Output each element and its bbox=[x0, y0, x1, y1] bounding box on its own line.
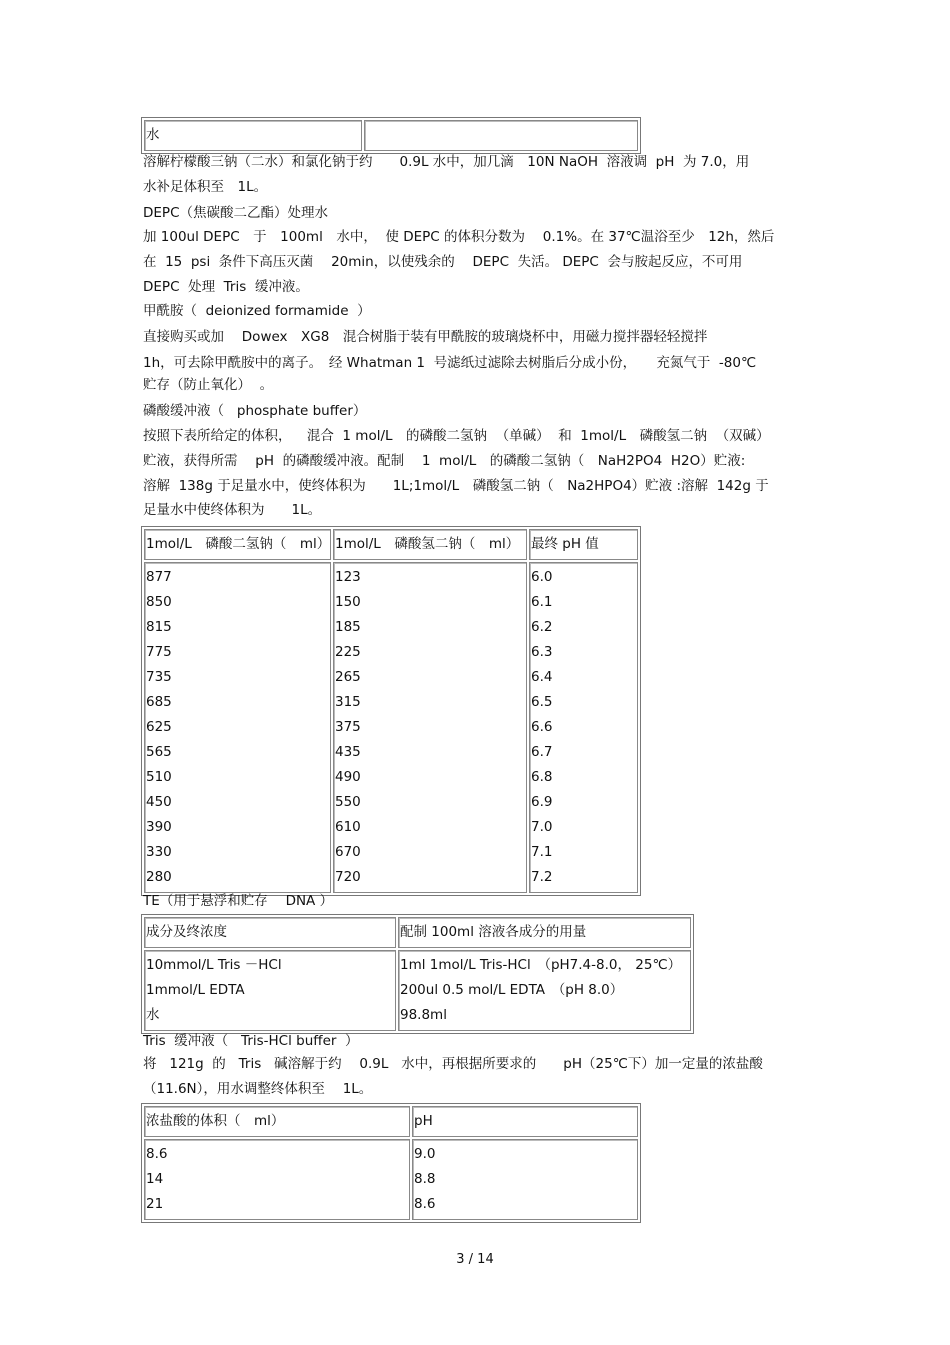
list-item: 6.3 bbox=[531, 644, 553, 660]
list-item: 200ul 0.5 mol/L EDTA （pH 8.0） bbox=[400, 982, 624, 998]
list-item: 375 bbox=[335, 719, 361, 735]
list-item: 670 bbox=[335, 844, 361, 860]
citrate-text-2: 水补足体积至 1L。 bbox=[143, 179, 268, 195]
phosphate-table bbox=[141, 526, 641, 896]
phos-col-3 bbox=[529, 562, 638, 893]
list-item: 850 bbox=[146, 594, 172, 610]
list-item: 水 bbox=[146, 1007, 160, 1023]
list-item: 685 bbox=[146, 694, 172, 710]
citrate-text-1: 溶解柠檬酸三钠（二水）和氯化钠于约 0.9L 水中，加几滴 10N NaOH 溶液调 pH 为 7.0，用 bbox=[143, 154, 750, 170]
list-item: 565 bbox=[146, 744, 172, 760]
depc-text-3: DEPC 处理 Tris 缓冲液。 bbox=[143, 279, 309, 295]
list-item: 8.8 bbox=[414, 1171, 436, 1187]
phosphate-text-4: 足量水中使终体积为 1L。 bbox=[143, 502, 322, 518]
page-number: 3 / 14 bbox=[456, 1252, 494, 1267]
formamide-heading: 甲酰胺（ deionized formamide ） bbox=[143, 303, 371, 319]
phos-header-1: 1mol/L 磷酸二氢钠（ ml） bbox=[144, 529, 331, 560]
phos-header-2: 1mol/L 磷酸氢二钠（ ml） bbox=[333, 529, 527, 560]
list-item: 7.0 bbox=[531, 819, 553, 835]
list-item: 6.2 bbox=[531, 619, 553, 635]
te-header-1: 成分及终浓度 bbox=[144, 917, 396, 948]
list-item: 123 bbox=[335, 569, 361, 585]
list-item: 720 bbox=[335, 869, 361, 885]
list-item: 150 bbox=[335, 594, 361, 610]
tris-col-1 bbox=[144, 1139, 410, 1220]
list-item: 435 bbox=[335, 744, 361, 760]
list-item: 390 bbox=[146, 819, 172, 835]
depc-text-2: 在 15 psi 条件下高压灭菌 20min，以使残余的 DEPC 失活。 DEPC 会与胺起反应，不可用 bbox=[143, 254, 743, 270]
empty-cell bbox=[364, 120, 638, 151]
tris-header-1: 浓盐酸的体积（ ml） bbox=[144, 1106, 410, 1137]
list-item: 8.6 bbox=[414, 1196, 436, 1212]
list-item: 625 bbox=[146, 719, 172, 735]
phosphate-text-1: 按照下表所给定的体积， 混合 1 mol/L 的磷酸二氢钠 （单碱） 和 1mol/L 磷酸氢二钠 （双碱） bbox=[143, 428, 770, 444]
list-item: 14 bbox=[146, 1171, 164, 1187]
te-heading: TE（用于悬浮和贮存 DNA ） bbox=[143, 893, 334, 909]
tris-heading: Tris 缓冲液（ Tris-HCl buffer ） bbox=[143, 1033, 359, 1049]
depc-heading: DEPC（焦碳酸二乙酯）处理水 bbox=[143, 205, 328, 221]
list-item: 330 bbox=[146, 844, 172, 860]
tris-text-1: 将 121g 的 Tris 碱溶解于约 0.9L 水中，再根据所要求的 pH（25℃下）加一定量的浓盐酸 bbox=[143, 1056, 763, 1072]
phos-header-3: 最终 pH 值 bbox=[529, 529, 638, 560]
list-item: 6.9 bbox=[531, 794, 553, 810]
list-item: 775 bbox=[146, 644, 172, 660]
list-item: 1ml 1mol/L Tris-HCl （pH7.4-8.0， 25℃） bbox=[400, 957, 682, 973]
list-item: 280 bbox=[146, 869, 172, 885]
tris-col-2 bbox=[412, 1139, 638, 1220]
list-item: 8.6 bbox=[146, 1146, 168, 1162]
list-item: 7.1 bbox=[531, 844, 553, 860]
list-item: 1mmol/L EDTA bbox=[146, 982, 245, 998]
list-item: 21 bbox=[146, 1196, 164, 1212]
te-col-2 bbox=[398, 950, 691, 1031]
list-item: 6.1 bbox=[531, 594, 553, 610]
list-item: 6.8 bbox=[531, 769, 553, 785]
list-item: 315 bbox=[335, 694, 361, 710]
formamide-text-3: 贮存（防止氧化） 。 bbox=[143, 377, 274, 393]
list-item: 6.0 bbox=[531, 569, 553, 585]
te-col-1 bbox=[144, 950, 396, 1031]
list-item: 550 bbox=[335, 794, 361, 810]
list-item: 6.6 bbox=[531, 719, 553, 735]
phosphate-text-2: 贮液，获得所需 pH 的磷酸缓冲液。配制 1 mol/L 的磷酸二氢钠（ NaH2PO4 H2O）贮液: bbox=[143, 453, 746, 469]
water-cell: 水 bbox=[144, 120, 362, 151]
list-item: 98.8ml bbox=[400, 1007, 447, 1023]
phosphate-text-3: 溶解 138g 于足量水中，使终体积为 1L;1mol/L 磷酸氢二钠（ Na2HPO4）贮液 :溶解 142g 于 bbox=[143, 478, 769, 494]
list-item: 877 bbox=[146, 569, 172, 585]
phos-col-2 bbox=[333, 562, 527, 893]
list-item: 265 bbox=[335, 669, 361, 685]
list-item: 225 bbox=[335, 644, 361, 660]
water-table bbox=[141, 117, 641, 154]
phos-col-1 bbox=[144, 562, 331, 893]
list-item: 10mmol/L Tris －HCl bbox=[146, 957, 282, 973]
list-item: 6.4 bbox=[531, 669, 553, 685]
list-item: 185 bbox=[335, 619, 361, 635]
tris-header-2: pH bbox=[412, 1106, 638, 1137]
list-item: 815 bbox=[146, 619, 172, 635]
list-item: 7.2 bbox=[531, 869, 553, 885]
list-item: 735 bbox=[146, 669, 172, 685]
list-item: 6.5 bbox=[531, 694, 553, 710]
te-header-2: 配制 100ml 溶液各成分的用量 bbox=[398, 917, 691, 948]
tris-text-2: （11.6N），用水调整终体积至 1L。 bbox=[143, 1081, 373, 1097]
list-item: 610 bbox=[335, 819, 361, 835]
formamide-text-2: 1h，可去除甲酰胺中的离子。 经 Whatman 1 号滤纸过滤除去树脂后分成小份， 充氮气于 -80℃ bbox=[143, 355, 757, 371]
phosphate-heading: 磷酸缓冲液（ phosphate buffer） bbox=[143, 403, 367, 419]
list-item: 6.7 bbox=[531, 744, 553, 760]
list-item: 510 bbox=[146, 769, 172, 785]
list-item: 490 bbox=[335, 769, 361, 785]
list-item: 450 bbox=[146, 794, 172, 810]
formamide-text-1: 直接购买或加 Dowex XG8 混合树脂于装有甲酰胺的玻璃烧杯中，用磁力搅拌器轻轻搅拌 bbox=[143, 329, 708, 345]
te-table bbox=[141, 914, 694, 1034]
tris-table bbox=[141, 1103, 641, 1223]
list-item: 9.0 bbox=[414, 1146, 436, 1162]
depc-text-1: 加 100ul DEPC 于 100ml 水中， 使 DEPC 的体积分数为 0.1%。在 37℃温浴至少 12h，然后 bbox=[143, 229, 775, 245]
